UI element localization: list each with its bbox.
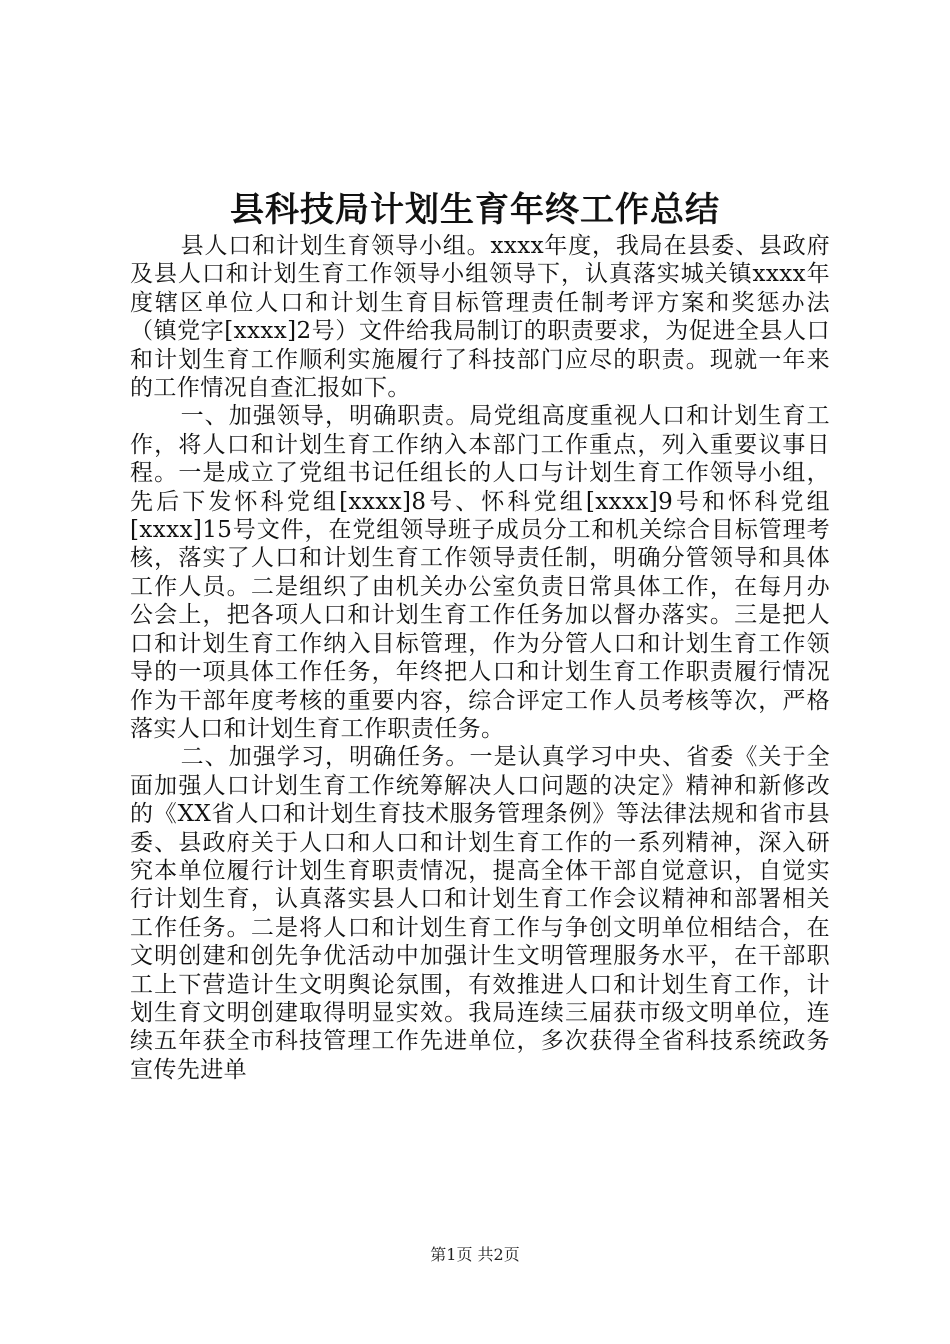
paragraph-intro: 县人口和计划生育领导小组。xxxx年度，我局在县委、县政府及县人口和计划生育工作领导小组领导下，认真落实城关镇xxxx年度辖区单位人口和计划生育目标管理责任制考评方案和奖惩办法（镇党字[xxxx]2号）文件给我局制订的职责要求，为促进全县人口和计划生育工作顺利实施履行了科技部门应尽的职责。现就一年来的工作情况自查汇报如下。: [130, 233, 830, 402]
paragraph-section-1: 一、加强领导，明确职责。局党组高度重视人口和计划生育工作，将人口和计划生育工作纳入本部门工作重点，列入重要议事日程。一是成立了党组书记任组长的人口与计划生育工作领导小组，先后下发怀科党组[xxxx]8号、怀科党组[xxxx]9号和怀科党组[xxxx]15号文件，在党组领导班子成员分工和机关综合目标管理考核，落实了人口和计划生育工作领导责任制，明确分管领导和具体工作人员。二是组织了由机关办公室负责日常具体工作，在每月办公会上，把各项人口和计划生育工作任务加以督办落实。三是把人口和计划生育工作纳入目标管理，作为分管人口和计划生育工作领导的一项具体工作任务，年终把人口和计划生育工作职责履行情况作为干部年度考核的重要内容，综合评定工作人员考核等次，严格落实人口和计划生育工作职责任务。: [130, 403, 830, 742]
paragraph-section-2: 二、加强学习，明确任务。一是认真学习中央、省委《关于全面加强人口计划生育工作统筹解决人口问题的决定》精神和新修改的《XX省人口和计划生育技术服务管理条例》等法律法规和省市县委、县政府关于人口和人口和计划生育工作的一系列精神，深入研究本单位履行计划生育职责情况，提高全体干部自觉意识，自觉实行计划生育，认真落实县人口和计划生育工作会议精神和部署相关工作任务。二是将人口和计划生育工作与争创文明单位相结合，在文明创建和创先争优活动中加强计生文明管理服务水平，在干部职工上下营造计生文明舆论氛围，有效推进人口和计划生育工作，计划生育文明创建取得明显实效。我局连续三届获市级文明单位，连续五年获全市科技管理工作先进单位，多次获得全省科技系统政务宣传先进单: [130, 744, 830, 1083]
document-title: 县科技局计划生育年终工作总结: [230, 190, 720, 230]
page-number-footer: 第1页 共2页: [430, 1245, 520, 1264]
document-body: [130, 232, 830, 1084]
